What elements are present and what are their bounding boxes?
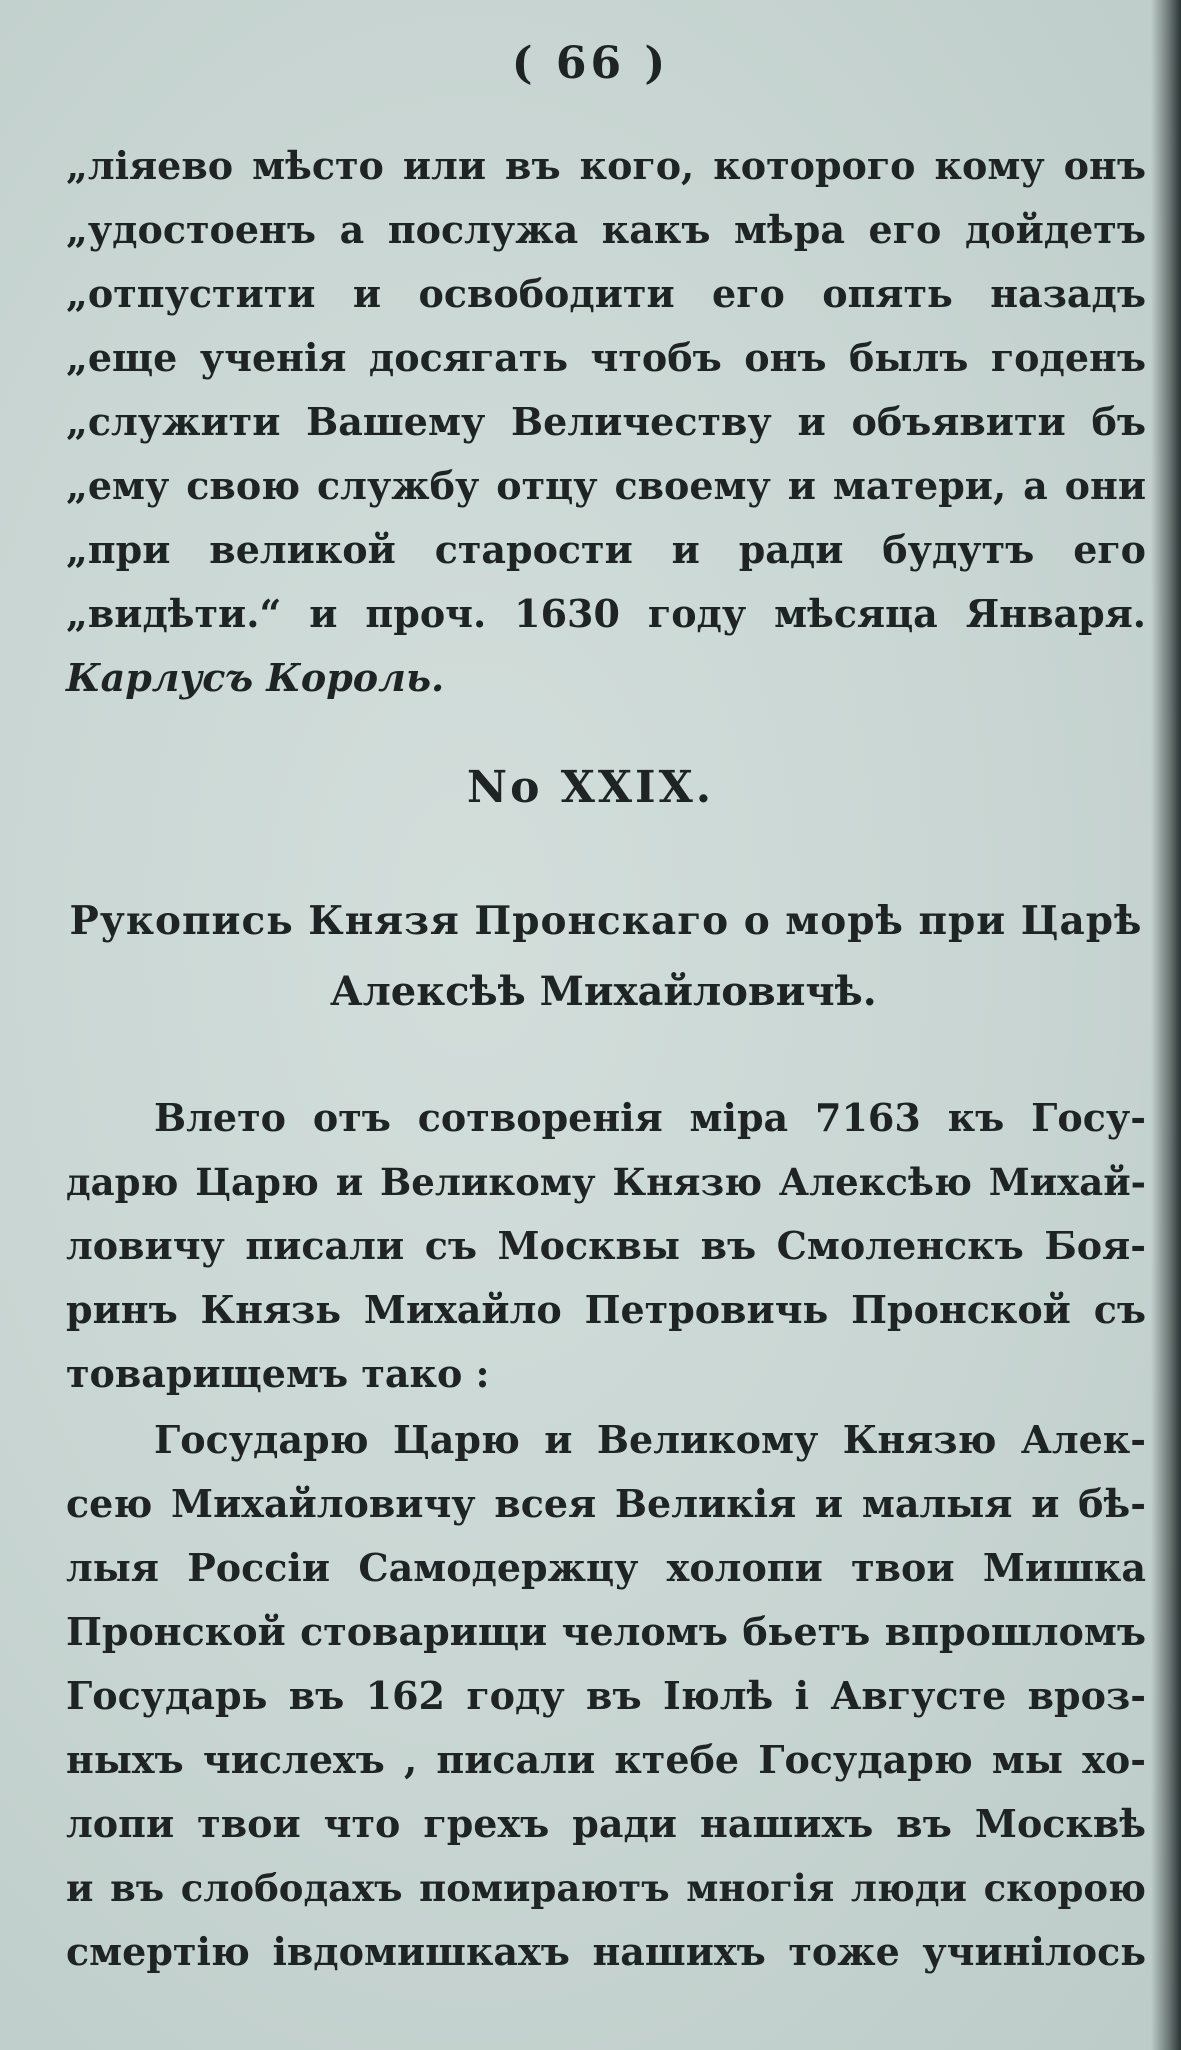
- document-title-line-2: Алексѣѣ Михайловичѣ.: [330, 968, 877, 1015]
- page-number: ( 66 ): [511, 38, 670, 89]
- text-line: лыя Россіи Самодержцу холопи твои Мишка: [66, 1545, 1146, 1590]
- text-line: „ему свою службу отцу своему и матери, а они: [66, 463, 1146, 508]
- text-line: ловичу писали съ Москвы въ Смоленскъ Боя-: [66, 1223, 1146, 1268]
- text-line: „удостоенъ а послужа какъ мѣра его дойдетъ: [66, 207, 1146, 252]
- text-line: „при великой старости и ради будутъ его: [66, 527, 1146, 572]
- section-number: No XXIX.: [466, 762, 715, 813]
- text-line: товарищемъ тако :: [66, 1351, 490, 1396]
- text-line: ринъ Князь Михайло Петровичь Пронской съ: [66, 1287, 1146, 1332]
- text-line: Влето отъ сотворенія міра 7163 къ Госу-: [154, 1095, 1146, 1140]
- page-edge-shadow: [1151, 0, 1181, 2050]
- paragraph-petition: [66, 1408, 1146, 1984]
- text-line: дарю Царю и Великому Князю Алексѣю Михай-: [66, 1160, 1146, 1204]
- text-line: „видѣти.“ и проч. 1630 году мѣсяца Января.: [66, 591, 1146, 636]
- text-line: „служити Вашему Величеству и объявити бъ: [66, 399, 1146, 444]
- signature: Карлусъ Король.: [66, 655, 445, 700]
- document-title-line-1: Рукопись Князя Пронскаго о морѣ при Царѣ: [69, 898, 1143, 944]
- text-line: Государю Царю и Великому Князю Алек-: [154, 1417, 1146, 1462]
- letter-continuation: [66, 134, 1146, 710]
- text-line: „отпустити и освободити его опять назадъ: [66, 271, 1146, 316]
- text-line: „ліяево мѣсто или въ кого, которого кому онъ: [66, 143, 1146, 188]
- text-line: и въ слободахъ помираютъ многія люди скорою: [66, 1866, 1146, 1910]
- text-line: смертію івдомишкахъ нашихъ тоже учинілось: [66, 1929, 1146, 1974]
- text-line: ныхъ числехъ , писали ктебе Государю мы хо-: [66, 1737, 1146, 1782]
- paragraph-intro: [66, 1086, 1146, 1406]
- text-line: Государь въ 162 году въ Іюлѣ і Августе вроз-: [66, 1673, 1146, 1718]
- text-line: Пронской стоварищи челомъ бьетъ впрошломъ: [66, 1609, 1146, 1654]
- text-line: сею Михайловичу всея Великія и малыя и бѣ-: [66, 1481, 1146, 1526]
- text-line: лопи твои что грехъ ради нашихъ въ Москвѣ: [66, 1801, 1146, 1846]
- text-line: „еще ученія досягать чтобъ онъ былъ годенъ: [66, 335, 1146, 380]
